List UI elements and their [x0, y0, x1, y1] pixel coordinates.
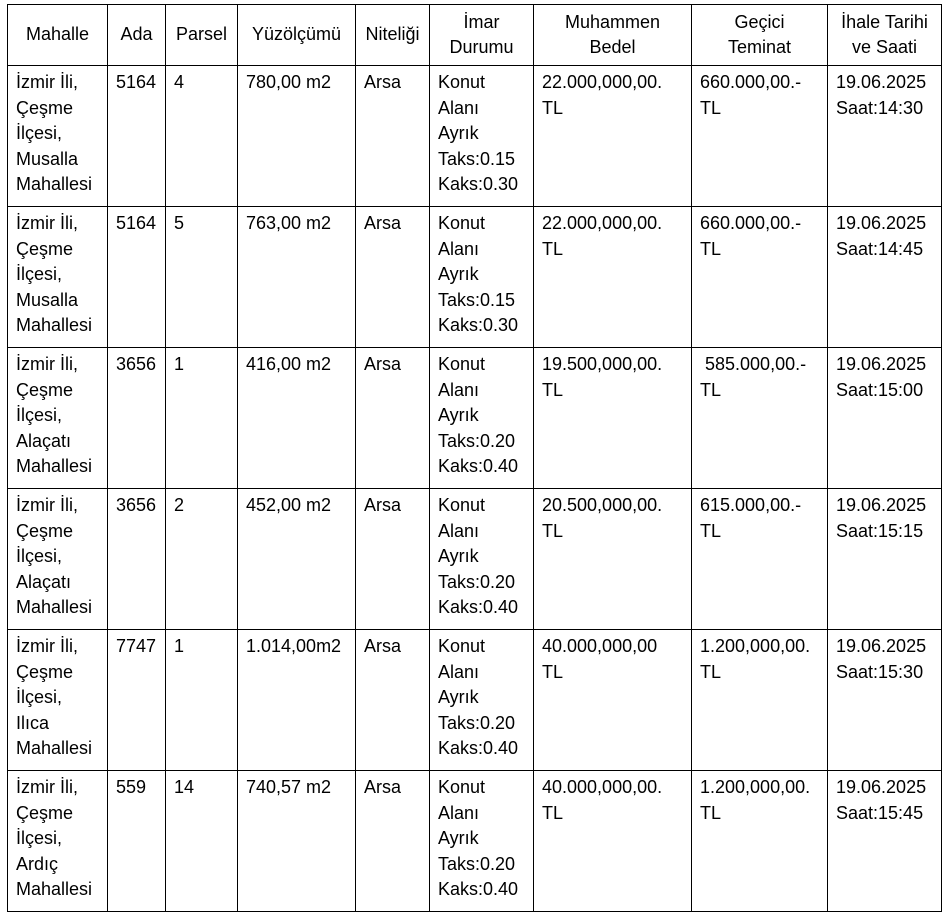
cell-muhammen-bedel [534, 771, 692, 912]
cell-text: TL [700, 520, 722, 541]
cell-text: Saat:15:30 [836, 661, 924, 682]
table-row [8, 207, 942, 348]
cell-imar-durumu [430, 348, 534, 489]
header-text: Geçici [734, 11, 785, 32]
cell-text: Konut [438, 72, 486, 92]
header-text: Ada [120, 24, 153, 45]
cell-text: Arsa [364, 72, 402, 92]
cell-text: Mahallesi [16, 879, 93, 899]
cell-muhammen-bedel [534, 207, 692, 348]
header-text: İmar [463, 11, 500, 32]
cell-text: Konut [438, 213, 486, 233]
cell-parsel [166, 207, 238, 348]
cell-text: 19.06.2025 [836, 495, 927, 515]
cell-text: Çeşme [16, 238, 74, 259]
cell-niteligi [356, 66, 430, 207]
cell-text: Saat:14:45 [836, 238, 924, 259]
cell-text: 5164 [116, 213, 157, 233]
header-muhammen-bedel [534, 5, 692, 66]
cell-text: 19.06.2025 [836, 72, 927, 92]
cell-niteligi [356, 348, 430, 489]
cell-muhammen-bedel [534, 66, 692, 207]
cell-text: Saat:14:30 [836, 97, 924, 118]
cell-text: TL [700, 238, 722, 259]
cell-text: Musalla [16, 289, 79, 310]
cell-text: Ardıç [16, 853, 59, 874]
header-gecici-teminat [692, 5, 828, 66]
cell-text: Taks:0.20 [438, 430, 516, 451]
cell-text: Konut [438, 495, 486, 515]
header-text: Durumu [449, 37, 514, 57]
cell-text: İlçesi, [16, 405, 63, 425]
cell-text: 585.000,00.- [700, 354, 807, 374]
cell-text: 1 [174, 354, 185, 374]
cell-text: İzmir İli, [16, 777, 78, 797]
cell-text: Mahallesi [16, 315, 93, 335]
cell-yuzolcumu [238, 630, 356, 771]
cell-parsel [166, 489, 238, 630]
cell-mahalle [8, 348, 108, 489]
cell-text: Saat:15:45 [836, 802, 924, 823]
cell-text: İzmir İli, [16, 354, 78, 374]
cell-imar-durumu [430, 207, 534, 348]
cell-text: 7747 [116, 636, 157, 656]
cell-ada [108, 66, 166, 207]
cell-text: Taks:0.20 [438, 712, 516, 733]
cell-text: 19.500,000,00. [542, 354, 663, 374]
cell-text: 3656 [116, 495, 157, 515]
cell-text: Alaçatı [16, 571, 72, 592]
cell-text: 1 [174, 636, 185, 656]
cell-text: TL [542, 802, 564, 823]
cell-text: Alanı [438, 520, 480, 541]
cell-text: Alanı [438, 802, 480, 823]
cell-text: Taks:0.20 [438, 853, 516, 874]
cell-imar-durumu [430, 771, 534, 912]
cell-gecici-teminat [692, 489, 828, 630]
cell-text: Ayrık [438, 405, 479, 425]
cell-text: 22.000,000,00. [542, 72, 663, 92]
header-text: İhale Tarihi [841, 11, 928, 32]
cell-text: 780,00 m2 [246, 72, 332, 92]
header-ihale-tarihi [828, 5, 942, 66]
cell-gecici-teminat [692, 66, 828, 207]
header-text: Bedel [589, 37, 636, 57]
cell-text: Kaks:0.30 [438, 174, 519, 194]
cell-text: 40.000,000,00 [542, 636, 658, 656]
cell-gecici-teminat [692, 207, 828, 348]
cell-ada [108, 489, 166, 630]
cell-text: Mahallesi [16, 597, 93, 617]
cell-text: TL [542, 379, 564, 400]
cell-text: İzmir İli, [16, 495, 78, 515]
cell-text: 740,57 m2 [246, 777, 332, 797]
cell-text: TL [700, 379, 722, 400]
cell-text: Kaks:0.40 [438, 597, 519, 617]
cell-text: İlçesi, [16, 264, 63, 284]
cell-text: 19.06.2025 [836, 777, 927, 797]
cell-ihale-tarihi [828, 348, 942, 489]
cell-niteligi [356, 630, 430, 771]
table-row [8, 489, 942, 630]
cell-text: Alanı [438, 97, 480, 118]
table-body [8, 66, 942, 912]
cell-imar-durumu [430, 66, 534, 207]
cell-text: TL [700, 97, 722, 118]
cell-mahalle [8, 489, 108, 630]
cell-text: TL [700, 802, 722, 823]
cell-text: Çeşme [16, 97, 74, 118]
cell-text: 416,00 m2 [246, 354, 332, 374]
cell-muhammen-bedel [534, 348, 692, 489]
cell-text: 452,00 m2 [246, 495, 332, 515]
cell-ada [108, 771, 166, 912]
cell-text: 1.200,000,00. [700, 636, 811, 656]
cell-text: 3656 [116, 354, 157, 374]
cell-text: Arsa [364, 777, 402, 797]
cell-imar-durumu [430, 489, 534, 630]
cell-mahalle [8, 771, 108, 912]
cell-muhammen-bedel [534, 630, 692, 771]
cell-text: Çeşme [16, 802, 74, 823]
cell-text: TL [542, 661, 564, 682]
cell-text: İlçesi, [16, 546, 63, 566]
cell-text: İzmir İli, [16, 213, 78, 233]
cell-yuzolcumu [238, 771, 356, 912]
cell-text: Alaçatı [16, 430, 72, 451]
cell-text: Çeşme [16, 661, 74, 682]
cell-text: Konut [438, 777, 486, 797]
cell-text: Ayrık [438, 546, 479, 566]
cell-text: 660.000,00.- [700, 72, 802, 92]
cell-text: TL [542, 238, 564, 259]
cell-text: 19.06.2025 [836, 213, 927, 233]
header-text: Mahalle [25, 24, 90, 45]
cell-text: Saat:15:15 [836, 520, 924, 541]
cell-yuzolcumu [238, 207, 356, 348]
header-text: Teminat [727, 37, 792, 57]
cell-text: 40.000,000,00. [542, 777, 663, 797]
cell-text: İlçesi, [16, 828, 63, 848]
cell-parsel [166, 771, 238, 912]
header-imar-durumu [430, 5, 534, 66]
header-text: Parsel [175, 24, 228, 45]
cell-yuzolcumu [238, 66, 356, 207]
cell-text: Arsa [364, 636, 402, 656]
cell-text: Kaks:0.40 [438, 879, 519, 899]
cell-text: Mahallesi [16, 174, 93, 194]
header-text: Niteliği [365, 24, 420, 45]
cell-ihale-tarihi [828, 207, 942, 348]
cell-text: 1.014,00m2 [246, 636, 342, 656]
table-row [8, 66, 942, 207]
cell-imar-durumu [430, 630, 534, 771]
cell-yuzolcumu [238, 489, 356, 630]
cell-parsel [166, 348, 238, 489]
cell-ada [108, 348, 166, 489]
cell-niteligi [356, 489, 430, 630]
cell-text: Mahallesi [16, 738, 93, 758]
cell-mahalle [8, 207, 108, 348]
header-text: Yüzölçümü [251, 24, 342, 45]
header-text: ve Saati [851, 37, 918, 57]
cell-text: Ilıca [16, 712, 50, 733]
cell-ada [108, 207, 166, 348]
cell-text: TL [542, 97, 564, 118]
cell-text: Ayrık [438, 828, 479, 848]
cell-text: Arsa [364, 495, 402, 515]
cell-text: İlçesi, [16, 123, 63, 143]
cell-text: 2 [174, 495, 185, 515]
cell-text: Taks:0.15 [438, 289, 516, 310]
cell-text: 660.000,00.- [700, 213, 802, 233]
header-mahalle [8, 5, 108, 66]
cell-parsel [166, 66, 238, 207]
cell-text: 1.200,000,00. [700, 777, 811, 797]
cell-text: İzmir İli, [16, 636, 78, 656]
cell-text: Arsa [364, 354, 402, 374]
cell-text: 19.06.2025 [836, 354, 927, 374]
cell-niteligi [356, 771, 430, 912]
cell-ihale-tarihi [828, 66, 942, 207]
table-header-row [8, 5, 942, 66]
cell-ihale-tarihi [828, 630, 942, 771]
cell-text: 5164 [116, 72, 157, 92]
cell-text: 22.000,000,00. [542, 213, 663, 233]
auction-table [7, 4, 942, 912]
cell-text: 763,00 m2 [246, 213, 332, 233]
cell-text: Çeşme [16, 379, 74, 400]
cell-text: 19.06.2025 [836, 636, 927, 656]
header-text: Muhammen [564, 11, 661, 32]
cell-text: Arsa [364, 213, 402, 233]
cell-text: Kaks:0.30 [438, 315, 519, 335]
cell-muhammen-bedel [534, 489, 692, 630]
header-niteligi [356, 5, 430, 66]
cell-yuzolcumu [238, 348, 356, 489]
cell-text: İzmir İli, [16, 72, 78, 92]
cell-parsel [166, 630, 238, 771]
cell-gecici-teminat [692, 771, 828, 912]
cell-text: Çeşme [16, 520, 74, 541]
cell-text: Alanı [438, 661, 480, 682]
header-yuzolcumu [238, 5, 356, 66]
cell-text: Alanı [438, 379, 480, 400]
cell-text: 615.000,00.- [700, 495, 802, 515]
cell-text: Konut [438, 636, 486, 656]
cell-text: 5 [174, 213, 185, 233]
cell-text: 559 [116, 777, 147, 797]
cell-text: İlçesi, [16, 687, 63, 707]
cell-text: Saat:15:00 [836, 379, 924, 400]
cell-text: Alanı [438, 238, 480, 259]
cell-text: 20.500,000,00. [542, 495, 663, 515]
cell-mahalle [8, 630, 108, 771]
table-row [8, 630, 942, 771]
cell-ada [108, 630, 166, 771]
header-parsel [166, 5, 238, 66]
cell-text: Musalla [16, 148, 79, 169]
cell-text: Ayrık [438, 264, 479, 284]
document-page [7, 4, 942, 912]
cell-text: TL [542, 520, 564, 541]
cell-text: Konut [438, 354, 486, 374]
cell-text: 14 [174, 777, 195, 797]
cell-gecici-teminat [692, 348, 828, 489]
cell-niteligi [356, 207, 430, 348]
cell-text: TL [700, 661, 722, 682]
cell-text: Ayrık [438, 687, 479, 707]
cell-text: Ayrık [438, 123, 479, 143]
cell-text: Taks:0.15 [438, 148, 516, 169]
cell-text: Kaks:0.40 [438, 456, 519, 476]
table-row [8, 348, 942, 489]
cell-text: Kaks:0.40 [438, 738, 519, 758]
cell-mahalle [8, 66, 108, 207]
table-row [8, 771, 942, 912]
cell-text: Mahallesi [16, 456, 93, 476]
cell-gecici-teminat [692, 630, 828, 771]
header-ada [108, 5, 166, 66]
cell-text: Taks:0.20 [438, 571, 516, 592]
cell-ihale-tarihi [828, 489, 942, 630]
cell-ihale-tarihi [828, 771, 942, 912]
cell-text: 4 [174, 72, 185, 92]
